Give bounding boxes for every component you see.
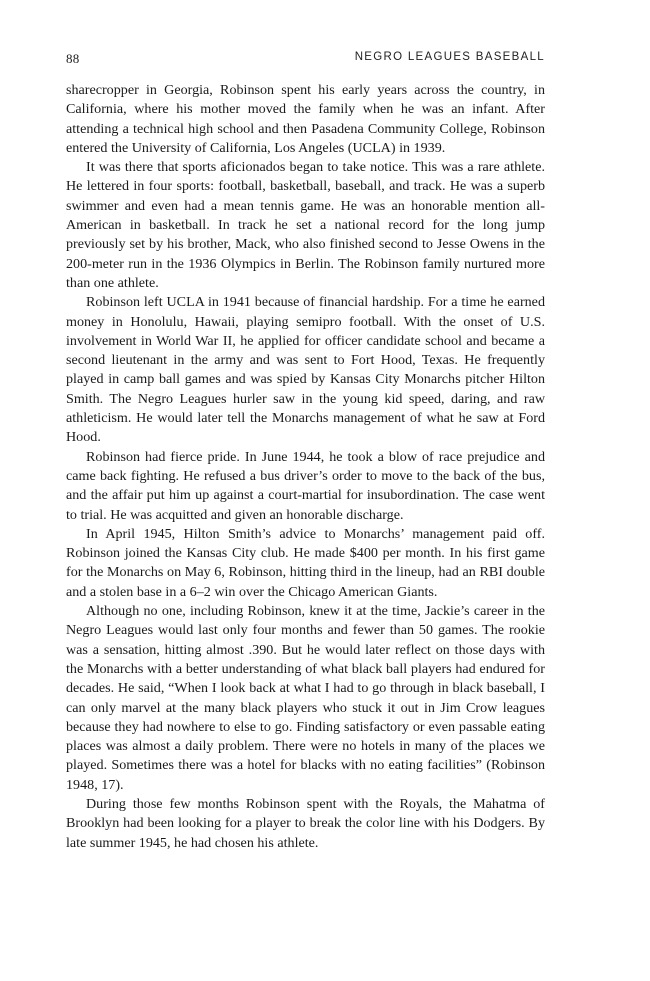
- running-header: [66, 51, 545, 67]
- paragraph: In April 1945, Hilton Smith’s advice to Monarchs’ management paid off. Robinson joined the Kansas City club. He made $400 per month. In his first game for the Monarchs on May 6, Robinson, hitting third in the lineup, had an RBI double and a stolen base in a 6–2 win over the Chicago American Giants.: [66, 525, 545, 600]
- page-number: 88: [66, 51, 80, 66]
- paragraph: It was there that sports aficionados began to take notice. This was a rare athlete. He lettered in four sports: football, basketball, baseball, and track. He was a superb swimmer and even had a mean tennis game. He was an honorable mention all-American in basketball. In track he set a national record for the long jump previously set by his brother, Mack, who also finished second to Jesse Owens in the 200-meter run in the 1936 Olympics in Berlin. The Robinson family nurtured more than one athlete.: [66, 159, 545, 291]
- paragraph: During those few months Robinson spent with the Royals, the Mahatma of Brooklyn had been looking for a player to break the color line with his Dodgers. By late summer 1945, he had chosen his athlete.: [66, 795, 545, 851]
- paragraph-continued: sharecropper in Georgia, Robinson spent his early years across the country, in California, where his mother moved the family when he was an infant. After attending a technical high school and then Pasadena Community College, Robinson entered the University of California, Los Angeles (UCLA) in 1939.: [66, 82, 545, 156]
- paragraph: Robinson left UCLA in 1941 because of financial hardship. For a time he earned money in Honolulu, Hawaii, playing semipro football. With the onset of U.S. involvement in World War II, he applied for officer candidate school and became a second lieutenant in the army and was sent to Fort Hood, Texas. He frequently played in camp ball games and was spied by Kansas City Monarchs pitcher Hilton Smith. The Negro Leagues hurler saw in the young kid speed, daring, and raw athleticism. He would later tell the Monarchs management of what he saw at Ford Hood.: [66, 294, 545, 446]
- body-text: [66, 81, 545, 853]
- running-title: NEGRO LEAGUES BASEBALL: [354, 51, 545, 63]
- paragraph: Robinson had fierce pride. In June 1944, he took a blow of race prejudice and came back fighting. He refused a bus driver’s order to move to the back of the bus, and the affair put him up against a court-martial for insubordination. The case went to trial. He was acquitted and given an honorable discharge.: [66, 448, 545, 523]
- paragraph: Although no one, including Robinson, knew it at the time, Jackie’s career in the Negro Leagues would last only four months and fewer than 50 games. The rookie was a sensation, hitting almost .390. But he would later reflect on those days with the Monarchs with a better understanding of what black ball players had endured for decades. He said, “When I look back at what I had to go through in black baseball, I can only marvel at the many black players who stuck it out in Jim Crow leagues because they had nowhere to else to go. Finding satisfactory or even passable eating places was almost a daily problem. There were no hotels in many of the places we played. Sometimes there was a hotel for blacks with no eating facilities” (Robinson 1948, 17).: [66, 603, 545, 793]
